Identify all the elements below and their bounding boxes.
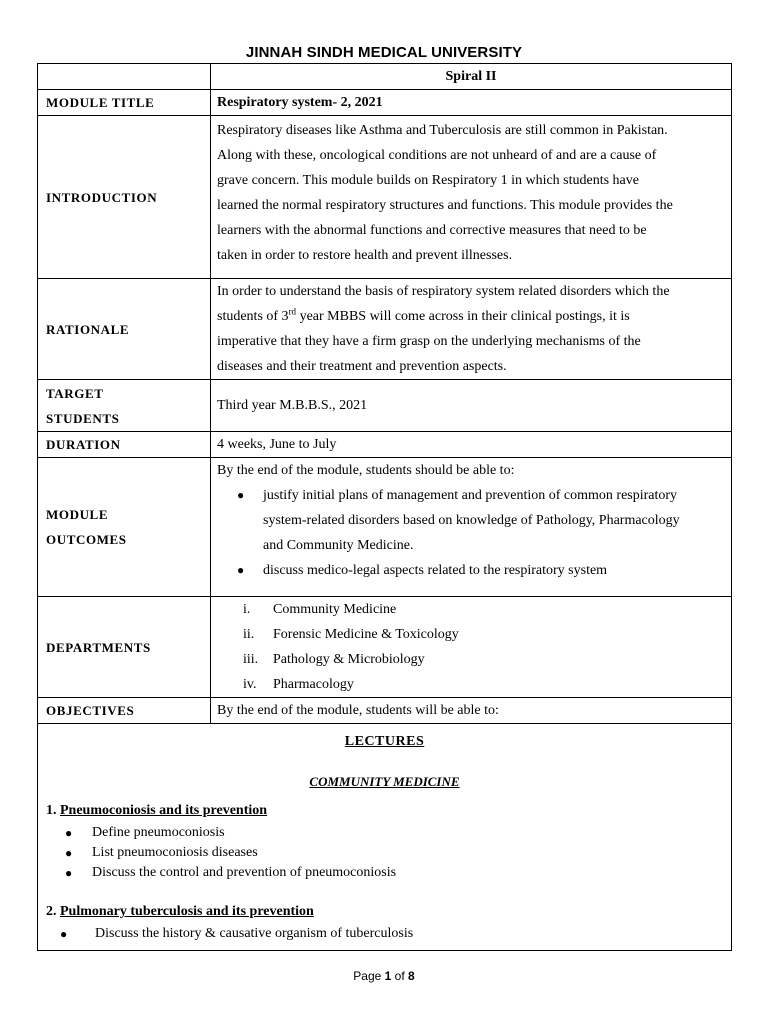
intro-line: Respiratory diseases like Asthma and Tuberculosis are still common in Pakistan. bbox=[217, 123, 668, 138]
introduction-label: INTRODUCTION bbox=[38, 116, 211, 279]
departments-list-cell bbox=[211, 597, 732, 698]
outcomes-intro: By the end of the module, students should be able to: bbox=[217, 463, 515, 478]
intro-line: taken in order to restore health and prevent illnesses. bbox=[217, 248, 513, 263]
list-item bbox=[217, 483, 725, 558]
list-item bbox=[38, 924, 413, 944]
list-item bbox=[217, 672, 725, 697]
spiral-value: Spiral II bbox=[211, 64, 732, 90]
bullet-icon: ● bbox=[237, 488, 245, 502]
list-item bbox=[217, 558, 725, 583]
department-name: Pharmacology bbox=[273, 677, 354, 692]
list-number: ii. bbox=[243, 627, 255, 642]
module-table bbox=[37, 63, 732, 951]
departments-label: DEPARTMENTS bbox=[38, 597, 211, 698]
community-medicine-heading: COMMUNITY MEDICINE bbox=[309, 774, 460, 789]
target-students-value: Third year M.B.B.S., 2021 bbox=[211, 380, 732, 432]
bullet-icon: ● bbox=[60, 927, 68, 941]
lectures-heading: LECTURES bbox=[344, 734, 425, 749]
target-label-line: STUDENTS bbox=[46, 410, 120, 426]
list-number: iv. bbox=[243, 677, 257, 692]
point-text: Discuss the control and prevention of pneumoconiosis bbox=[92, 865, 397, 880]
outcomes-label-line: MODULE bbox=[46, 507, 109, 522]
target-label-line: TARGET bbox=[46, 385, 104, 401]
introduction-text bbox=[211, 116, 732, 279]
bullet-icon: ● bbox=[65, 846, 73, 860]
objectives-label: OBJECTIVES bbox=[38, 698, 211, 724]
footer-text: Page bbox=[353, 969, 385, 983]
list-number: iii. bbox=[243, 652, 259, 667]
rationale-line: diseases and their treatment and prevention aspects. bbox=[217, 359, 507, 374]
topic-number: 2. bbox=[46, 904, 60, 919]
lectures-cell bbox=[38, 724, 732, 951]
rationale-line: imperative that they have a firm grasp on the underlying mechanisms of the bbox=[217, 334, 641, 349]
department-name: Community Medicine bbox=[273, 602, 397, 617]
topic-points bbox=[38, 823, 396, 883]
lectures-section bbox=[38, 724, 731, 950]
department-name: Pathology & Microbiology bbox=[273, 652, 425, 667]
outcome-line: and Community Medicine. bbox=[263, 538, 414, 553]
objectives-value: By the end of the module, students will be able to: bbox=[211, 698, 732, 724]
topic-heading bbox=[46, 803, 267, 819]
duration-row bbox=[38, 432, 732, 458]
university-title: JINNAH SINDH MEDICAL UNIVERSITY bbox=[245, 44, 523, 61]
list-item bbox=[38, 843, 396, 863]
list-item bbox=[217, 622, 725, 647]
list-item bbox=[38, 863, 396, 883]
target-students-label bbox=[38, 380, 211, 432]
topic-title: Pulmonary tuberculosis and its prevention bbox=[60, 904, 314, 919]
departments-list bbox=[217, 597, 725, 697]
outcomes-label-line: OUTCOMES bbox=[46, 532, 127, 547]
outcome-line: justify initial plans of management and prevention of common respiratory bbox=[263, 488, 678, 503]
point-text: List pneumoconiosis diseases bbox=[92, 845, 258, 860]
point-text: Define pneumoconiosis bbox=[92, 825, 225, 840]
departments-row bbox=[38, 597, 732, 698]
list-item bbox=[217, 597, 725, 622]
list-number: i. bbox=[243, 602, 251, 617]
rationale-line: In order to understand the basis of respiratory system related disorders which the bbox=[217, 284, 670, 299]
bullet-icon: ● bbox=[65, 826, 73, 840]
topic-heading bbox=[46, 904, 314, 920]
rationale-text-part: students of 3 bbox=[217, 309, 289, 324]
list-item bbox=[38, 823, 396, 843]
topic-title: Pneumoconiosis and its prevention bbox=[60, 803, 268, 818]
intro-line: learners with the abnormal functions and corrective measures that need to be bbox=[217, 223, 647, 238]
page-number: 1 bbox=[384, 969, 392, 983]
intro-line: grave concern. This module builds on Respiratory 1 in which students have bbox=[217, 173, 639, 188]
rationale-line bbox=[217, 304, 725, 329]
module-title-row bbox=[38, 90, 732, 116]
list-item bbox=[217, 647, 725, 672]
outcome-line: discuss medico-legal aspects related to the respiratory system bbox=[263, 563, 608, 578]
module-outcomes-row bbox=[38, 458, 732, 597]
rationale-label: RATIONALE bbox=[38, 279, 211, 380]
point-text: Discuss the history & causative organism of tuberculosis bbox=[95, 926, 414, 941]
rationale-row bbox=[38, 279, 732, 380]
lectures-row bbox=[38, 724, 732, 951]
introduction-row bbox=[38, 116, 732, 279]
target-students-row bbox=[38, 380, 732, 432]
department-name: Forensic Medicine & Toxicology bbox=[273, 627, 459, 642]
duration-value: 4 weeks, June to July bbox=[211, 432, 732, 458]
objectives-row bbox=[38, 698, 732, 724]
footer-text: of bbox=[391, 969, 409, 983]
bullet-icon: ● bbox=[65, 866, 73, 880]
rationale-text bbox=[211, 279, 732, 380]
bullet-icon: ● bbox=[237, 563, 245, 577]
spiral-row bbox=[38, 64, 732, 90]
spiral-label-cell bbox=[38, 64, 211, 90]
superscript-rd: rd bbox=[288, 306, 297, 317]
module-outcomes-label bbox=[38, 458, 211, 597]
outcome-line: system-related disorders based on knowledge of Pathology, Pharmacology bbox=[263, 513, 680, 528]
rationale-text-part: year MBBS will come across in their clinical postings, it is bbox=[296, 309, 630, 324]
module-title-label: MODULE TITLE bbox=[38, 90, 211, 116]
duration-label: DURATION bbox=[38, 432, 211, 458]
page-total: 8 bbox=[408, 969, 415, 983]
page-footer bbox=[0, 969, 768, 983]
module-outcomes-text bbox=[211, 458, 732, 597]
topic-points bbox=[38, 924, 413, 944]
outcomes-list bbox=[217, 483, 725, 583]
intro-line: learned the normal respiratory structures and functions. This module provides the bbox=[217, 198, 673, 213]
topic-number: 1. bbox=[46, 803, 60, 818]
module-title-value: Respiratory system- 2, 2021 bbox=[211, 90, 732, 116]
intro-line: Along with these, oncological conditions are not unheard of and are a cause of bbox=[217, 148, 657, 163]
